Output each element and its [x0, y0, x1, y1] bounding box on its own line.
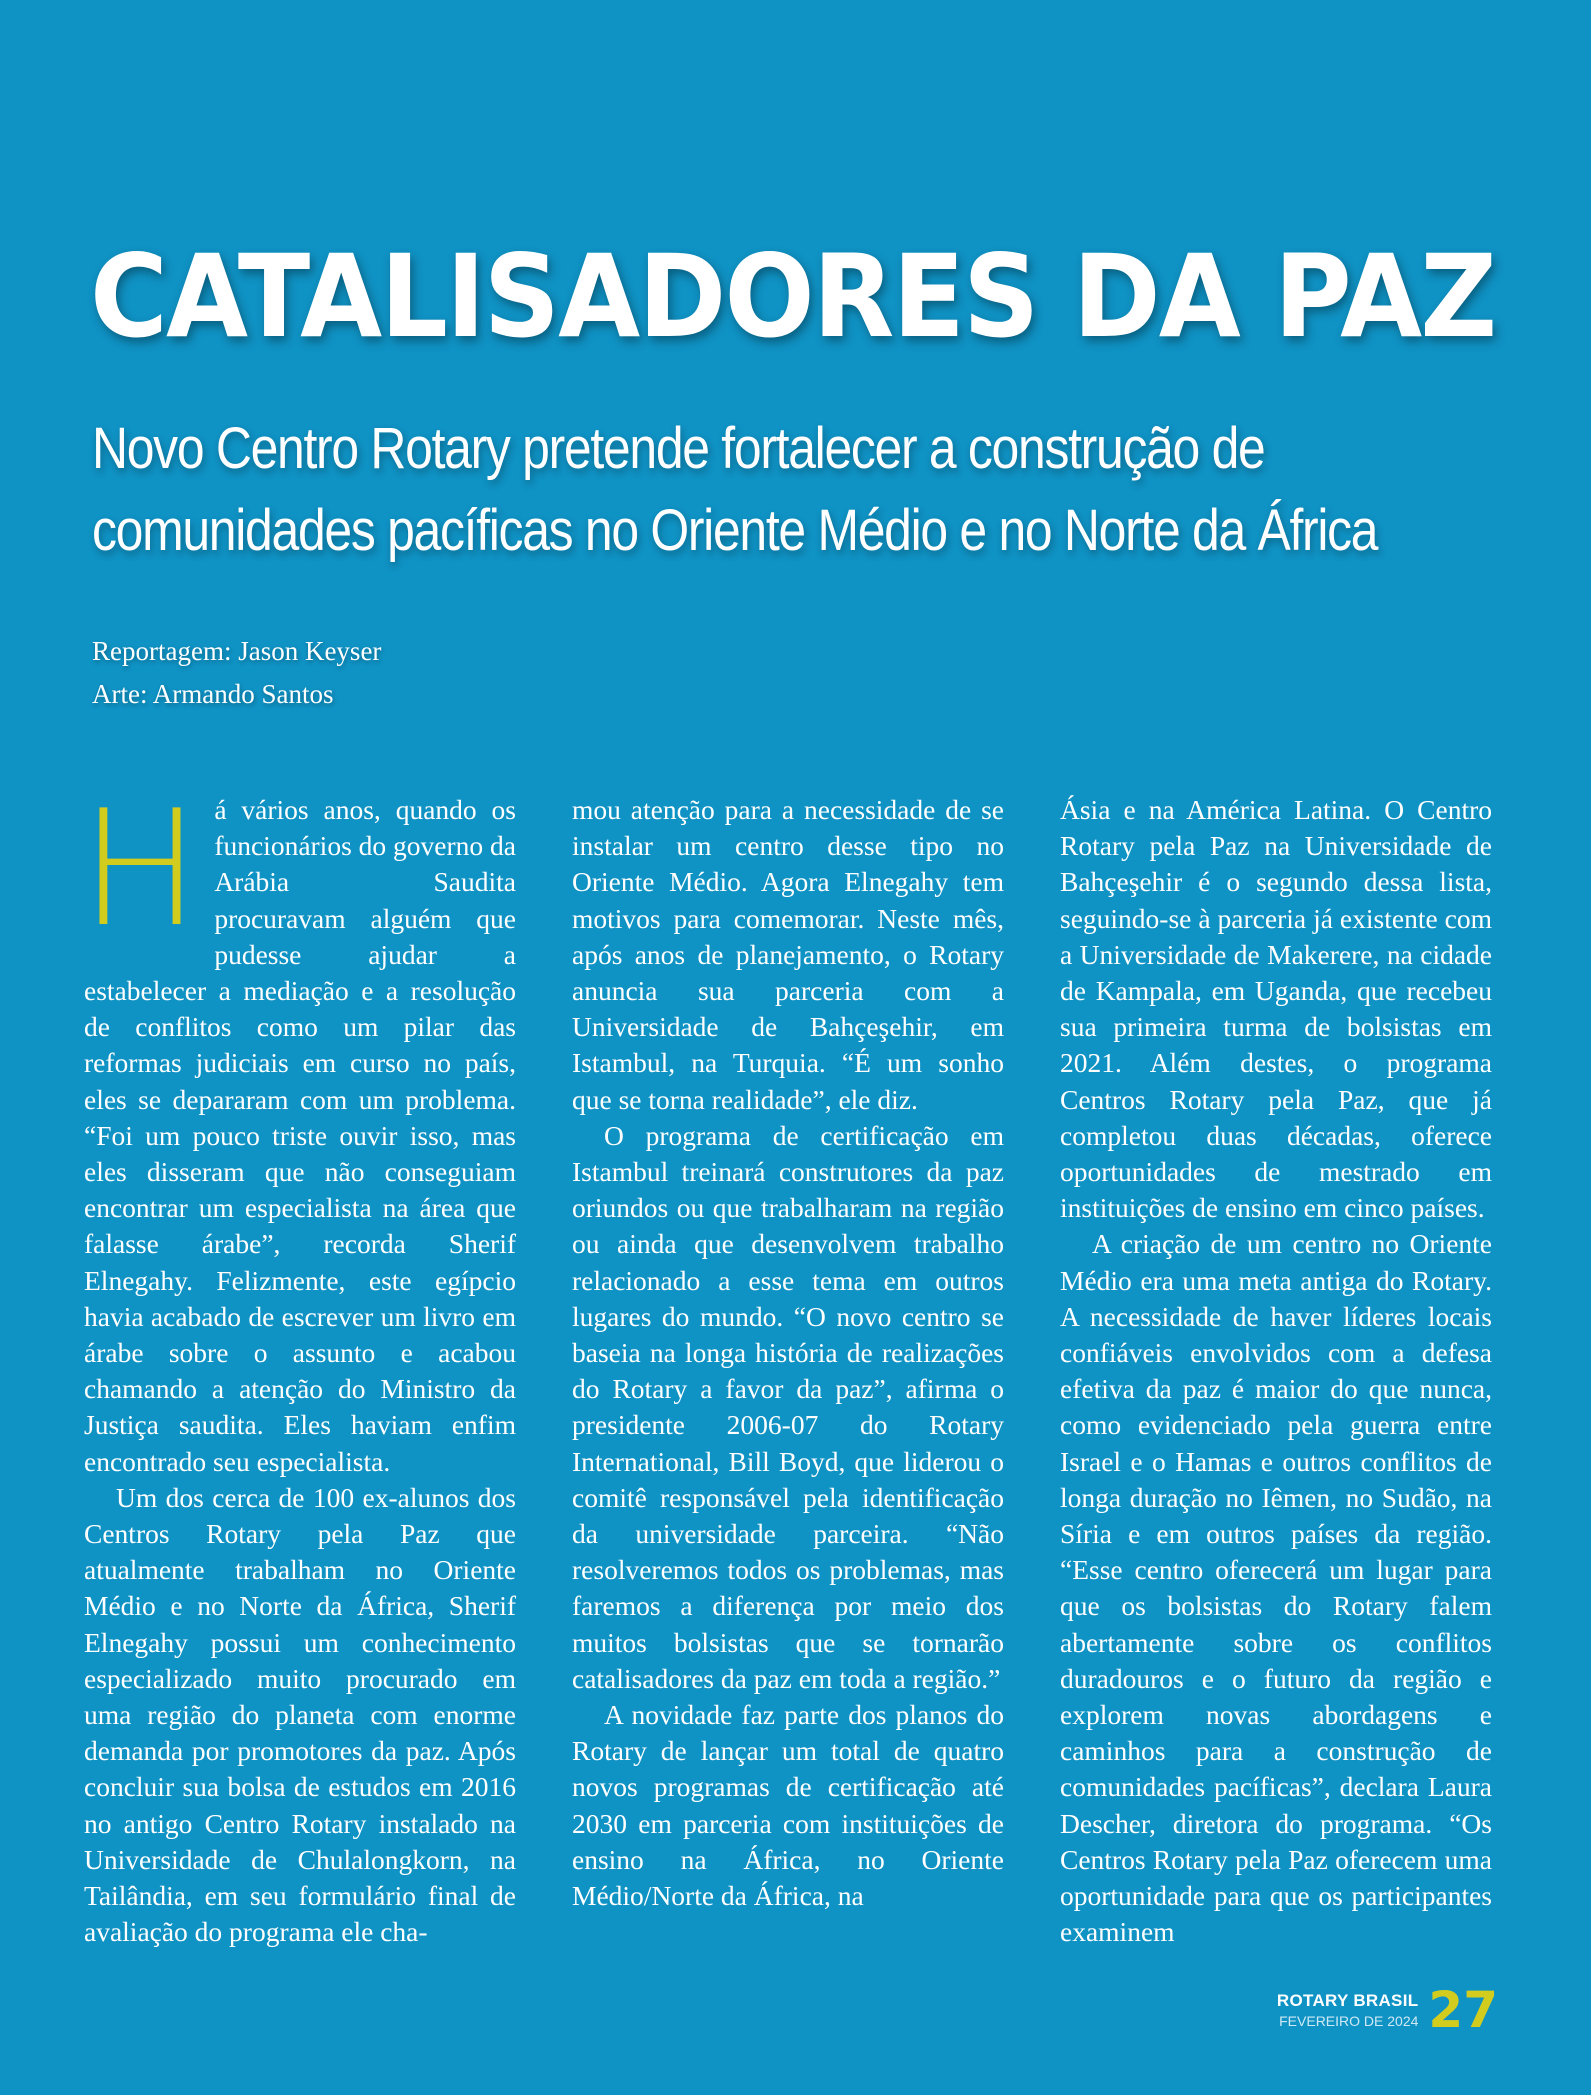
paragraph: A criação de um centro no Oriente Médio era uma meta antiga do Rotary. A necessidade de haver líderes locais confiáveis envolvidos com a defesa efetiva da paz é maior do que nunca, como evidenciado pela guerra entre Israel e o Hamas e outros conflitos de longa duração no Iêmen, no Sudão, na Síria e em outros países da região. “Esse centro oferecerá um lugar para que os bolsistas do Rotary falem abertamente sobre os conflitos duradouros e o futuro da região e explorem novas abordagens e caminhos para a construção de comunidades pacíficas”, declara Laura Descher, diretora do programa. “Os Centros Rotary pela Paz oferecem uma oportunidade para que os participantes examinem	[1060, 1228, 1492, 1948]
page-number: 27	[1428, 1981, 1498, 2039]
paragraph: A novidade faz parte dos planos do Rotary de lançar um total de quatro novos programas de certificação até 2030 em parceria com instituições de ensino na África, no Oriente Médio/Norte da África, na	[572, 1699, 1004, 1912]
page-title: CATALISADORES DA PAZ	[90, 230, 1496, 363]
subtitle-line-2: comunidades pacíficas no Oriente Médio e no Norte da África	[92, 498, 1378, 563]
issue-date: FEVEREIRO DE 2024	[1279, 2013, 1419, 2029]
paragraph: Um dos cerca de 100 ex-alunos dos Centros Rotary pela Paz que atualmente trabalham no Oriente Médio e no Norte da África, Sherif Elnegahy possui um conhecimento especializado muito procurado em uma região do planeta com enorme demanda por promotores da paz. Após concluir sua bolsa de estudos em 2016 no antigo Centro Rotary instalado na Universidade de Chulalongkorn, na Tailândia, em seu formulário final de avaliação do programa ele cha-	[84, 1481, 516, 1948]
page-footer	[1276, 1981, 1498, 2039]
footer-text	[1277, 1991, 1418, 2029]
credits	[92, 630, 381, 716]
drop-cap: H	[80, 775, 201, 962]
article-column-2	[572, 792, 1004, 1914]
reporter-credit: Reportagem: Jason Keyser	[92, 636, 382, 666]
paragraph-text: á vários anos, quando os funcionários do governo da Arábia Saudita procuravam alguém que pudesse ajudar a estabelecer a mediação e a resolução de conflitos como um pilar das reformas judiciais em curso no país, eles se depararam com um problema. “Foi um pouco triste ouvir isso, mas eles disseram que não conseguiam encontrar um especialista na área que falasse árabe”, recorda Sherif Elnegahy. Felizmente, este egípcio havia acabado de escrever um livro em árabe sobre o assunto e acabou chamando a atenção do Ministro da Justiça saudita. Eles haviam enfim encontrado seu especialista.	[84, 794, 516, 1477]
paragraph: O programa de certificação em Istambul treinará construtores da paz oriundos ou que trabalharam na região ou ainda que desenvolvem trabalho relacionado a esse tema em outros lugares do mundo. “O novo centro se baseia na longa história de realizações do Rotary a favor da paz”, afirma o presidente 2006-07 do Rotary International, Bill Boyd, que liderou o comitê responsável pela identificação da universidade parceira. “Não resolveremos todos os problemas, mas faremos a diferença por meio dos muitos bolsistas que se tornarão catalisadores da paz em toda a região.”	[572, 1119, 1004, 1694]
magazine-name: ROTARY BRASIL	[1276, 1991, 1419, 2010]
article-column-1	[80, 775, 516, 1951]
art-credit: Arte: Armando Santos	[92, 679, 334, 709]
subtitle-line-1: Novo Centro Rotary pretende fortalecer a construção de	[92, 416, 1265, 481]
subtitle	[92, 408, 1452, 572]
paragraph: mou atenção para a necessidade de se instalar um centro desse tipo no Oriente Médio. Agora Elnegahy tem motivos para comemorar. Neste mês, após anos de planejamento, o Rotary anuncia sua parceria com a Universidade de Bahçeşehir, em Istambul, na Turquia. “É um sonho que se torna realidade”, ele diz.	[572, 794, 1004, 1115]
paragraph: Ásia e na América Latina. O Centro Rotary pela Paz na Universidade de Bahçeşehir é o segundo dessa lista, seguindo-se à parceria já existente com a Universidade de Makerere, na cidade de Kampala, em Uganda, que recebeu sua primeira turma de bolsistas em 2021. Além destes, o programa Centros Rotary pela Paz, que já completou duas décadas, oferece oportunidades de mestrado em instituições de ensino em cinco países.	[1060, 794, 1492, 1224]
article-column-3	[1060, 792, 1492, 1951]
paragraph	[80, 775, 516, 1480]
